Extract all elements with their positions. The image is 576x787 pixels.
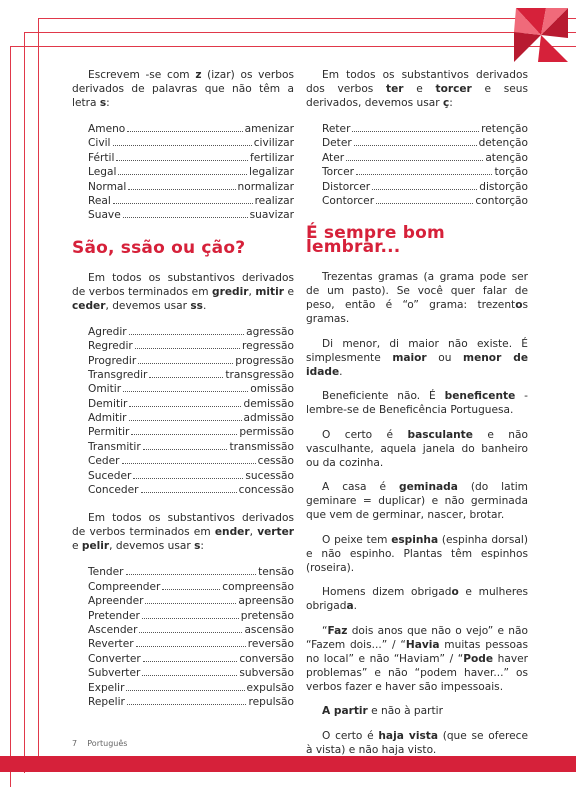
right-column [306, 0, 528, 767]
word-pair-row [88, 411, 294, 425]
derived-word: legalizar [249, 166, 294, 179]
dot-leader [145, 603, 236, 604]
verb-word: Normal [88, 180, 127, 193]
verb-word: Suceder [88, 469, 132, 482]
verb-word: Ater [322, 151, 345, 164]
dot-leader [123, 391, 248, 392]
derived-word: tensão [258, 566, 294, 579]
word-pair-row [88, 136, 294, 150]
derived-word: reversão [247, 638, 294, 651]
left-column [72, 0, 294, 709]
dot-leader [139, 632, 242, 633]
derived-word: omissão [250, 383, 294, 396]
derived-word: fertilizar [250, 151, 294, 164]
derived-word: concessão [238, 484, 294, 497]
dot-leader [133, 478, 243, 479]
dot-leader [372, 189, 477, 190]
word-pair-row [88, 339, 294, 353]
dot-leader [127, 704, 247, 705]
derived-word: normalizar [237, 180, 294, 193]
derived-word: compreensão [222, 580, 294, 593]
word-pair-row [88, 469, 294, 483]
derived-word: progressão [235, 354, 294, 367]
derived-word: subversão [239, 667, 294, 680]
verb-word: Demitir [88, 397, 128, 410]
dot-leader [356, 174, 492, 175]
verb-word: Regredir [88, 340, 133, 353]
tip-paragraph: Homens dizem obrigado e mulheres obrigada. [306, 586, 529, 613]
derived-word: realizar [254, 194, 294, 207]
dot-leader [129, 420, 242, 421]
word-pair-row [88, 354, 294, 368]
word-list-ss [88, 325, 294, 498]
derived-word: amenizar [244, 123, 294, 135]
derived-word: ascensão [244, 623, 294, 636]
derived-word: agressão [246, 325, 294, 338]
verb-word: Agredir [88, 325, 127, 338]
verb-word: Contorcer [322, 194, 375, 207]
page-footer [72, 739, 127, 748]
tip-paragraph: O peixe tem espinha (espinha dorsal) e não espinho. Plantas têm espinhos (roseira). [306, 533, 528, 574]
dot-leader [126, 574, 257, 575]
word-pair-row [88, 483, 294, 497]
word-pair-row [322, 151, 528, 165]
word-pair-row [88, 609, 294, 623]
dot-leader [122, 463, 256, 464]
intro-ss-paragraph: Em todos os substantivos derivados de verbos terminados em gredir, mitir e ceder, devemos usar ss. [72, 271, 294, 312]
dot-leader [352, 131, 479, 132]
word-pair-row [88, 594, 294, 608]
subject-label: Português [87, 739, 128, 748]
verb-word: Reter [322, 123, 351, 135]
tip-paragraph: A casa é geminada (do latim geminare = duplicar) e não germinada que vem de germinar, nascer, brotar. [306, 481, 528, 522]
verb-word: Apreender [88, 595, 144, 608]
dot-leader [143, 449, 228, 450]
derived-word: contorção [475, 194, 528, 207]
derived-word: permissão [239, 426, 294, 439]
word-list-s [88, 565, 294, 709]
verb-word: Pretender [88, 609, 140, 622]
verb-word: Transgredir [88, 368, 148, 381]
derived-word: torção [494, 166, 528, 179]
word-pair-row [88, 425, 294, 439]
derived-word: expulsão [246, 681, 294, 694]
word-pair-row [88, 580, 294, 594]
derived-word: detenção [478, 137, 528, 150]
dot-leader [123, 217, 248, 218]
word-pair-row [88, 623, 294, 637]
word-list-c [322, 122, 528, 208]
dot-leader [113, 203, 253, 204]
derived-word: admissão [243, 412, 294, 425]
verb-word: Ceder [88, 455, 120, 468]
dot-leader [128, 189, 235, 190]
derived-word: repulsão [248, 695, 294, 708]
dot-leader [143, 661, 238, 662]
dot-leader [127, 131, 242, 132]
verb-word: Omitir [88, 383, 122, 396]
dot-leader [142, 618, 239, 619]
dot-leader [116, 160, 248, 161]
word-pair-row [322, 165, 528, 179]
word-pair-row [322, 122, 528, 136]
dot-leader [129, 334, 244, 335]
tip-paragraph: O certo é basculante e não vasculhante, aquela janela do banheiro ou da cozinha. [306, 428, 528, 469]
word-pair-row [88, 180, 294, 194]
word-pair-row [88, 440, 294, 454]
word-pair-row [88, 325, 294, 339]
dot-leader [118, 174, 247, 175]
word-pair-row [88, 565, 294, 579]
verb-word: Legal [88, 166, 117, 179]
verb-word: Permitir [88, 426, 130, 439]
word-pair-row [88, 368, 294, 382]
derived-word: civilizar [253, 137, 294, 150]
verb-word: Progredir [88, 354, 137, 367]
verb-word: Repelir [88, 695, 125, 708]
verb-word: Suave [88, 209, 121, 222]
verb-word: Expelir [88, 681, 125, 694]
dot-leader [376, 203, 473, 204]
verb-word: Compreender [88, 580, 161, 593]
dot-leader [136, 646, 246, 647]
derived-word: transmissão [229, 440, 294, 453]
intro-z-paragraph: Escrevem -se com z (izar) os verbos derivados de palavras que não têm a letra s: [72, 69, 295, 109]
word-pair-row [88, 208, 294, 222]
intro-c-paragraph: Em todos os substantivos derivados dos verbos ter e torcer e seus derivados, devemos usar ç: [306, 69, 528, 109]
word-pair-row [88, 666, 294, 680]
word-pair-row [322, 194, 528, 208]
verb-word: Subverter [88, 667, 141, 680]
dot-leader [138, 363, 233, 364]
section-heading-lembrar: É sempre bom lembrar... [306, 223, 445, 258]
verb-word: Civil [88, 137, 111, 150]
dot-leader [162, 589, 220, 590]
dot-leader [141, 492, 237, 493]
word-pair-row [88, 194, 294, 208]
word-pair-row [88, 122, 294, 136]
dot-leader [135, 348, 240, 349]
word-pair-row [322, 136, 528, 150]
verb-word: Distorcer [322, 180, 371, 193]
word-pair-row [88, 397, 294, 411]
word-pair-row [88, 454, 294, 468]
derived-word: regressão [241, 340, 294, 353]
derived-word: suavizar [249, 209, 294, 222]
tip-paragraph: Trezentas gramas (a grama pode ser de um pasto). Se você quer falar de peso, então é “o” grama: trezentos gramas. [306, 271, 528, 326]
intro-s-paragraph: Em todos os substantivos derivados de verbos terminados em ender, verter e pelir, devemos usar s: [72, 512, 294, 553]
verb-word: Ascender [88, 623, 138, 636]
verb-word: Torcer [322, 166, 354, 179]
tip-paragraph: A partir e não à partir [322, 705, 443, 718]
page-number: 7 [72, 739, 78, 748]
dot-leader [346, 160, 483, 161]
derived-word: conversão [239, 652, 294, 665]
verb-word: Deter [322, 137, 352, 150]
word-pair-row [88, 695, 294, 709]
dot-leader [149, 377, 223, 378]
derived-word: transgressão [225, 368, 294, 381]
dot-leader [126, 690, 244, 691]
verb-word: Transmitir [88, 440, 141, 453]
word-list-z [88, 122, 294, 223]
word-pair-row [88, 681, 294, 695]
verb-word: Converter [88, 652, 141, 665]
tip-paragraph: Di menor, di maior não existe. É simplesmente maior ou menor de idade. [306, 337, 529, 378]
section-heading-sao: São, ssão ou ção? [72, 237, 246, 258]
bottom-bar [0, 756, 576, 772]
derived-word: atenção [485, 151, 528, 164]
word-pair-row [88, 165, 294, 179]
verb-word: Real [88, 194, 111, 207]
derived-word: apreensão [238, 595, 294, 608]
word-pair-row [88, 382, 294, 396]
word-pair-row [88, 151, 294, 165]
derived-word: pretensão [240, 609, 294, 622]
dot-leader [131, 434, 237, 435]
dot-leader [113, 145, 252, 146]
word-pair-row [322, 180, 528, 194]
derived-word: distorção [479, 180, 528, 193]
dot-leader [129, 406, 241, 407]
word-pair-row [88, 637, 294, 651]
tips-list [306, 270, 528, 757]
verb-word: Tender [88, 566, 124, 579]
verb-word: Admitir [88, 412, 127, 425]
derived-word: cessão [257, 455, 294, 468]
verb-word: Reverter [88, 638, 134, 651]
tip-paragraph: “Faz dois anos que não o vejo” e não “Fazem dois...” / “Havia muitas pessoas no local” e não “Haviam” / “Pode haver problemas” e não “podem haver...” os verbos fazer e haver são impessoais. [306, 624, 529, 693]
verb-word: Ameno [88, 123, 126, 135]
word-pair-row [88, 652, 294, 666]
derived-word: demissão [243, 397, 294, 410]
verb-word: Conceder [88, 484, 139, 497]
derived-word: sucessão [245, 469, 294, 482]
dot-leader [142, 675, 237, 676]
tip-paragraph: O certo é haja vista (que se oferece à vista) e não haja visto. [306, 729, 528, 756]
verb-word: Fértil [88, 151, 115, 164]
tip-paragraph: Beneficiente não. É beneficente - lembre-se de Beneficência Portuguesa. [306, 390, 528, 417]
dot-leader [354, 145, 477, 146]
derived-word: retenção [481, 123, 528, 135]
